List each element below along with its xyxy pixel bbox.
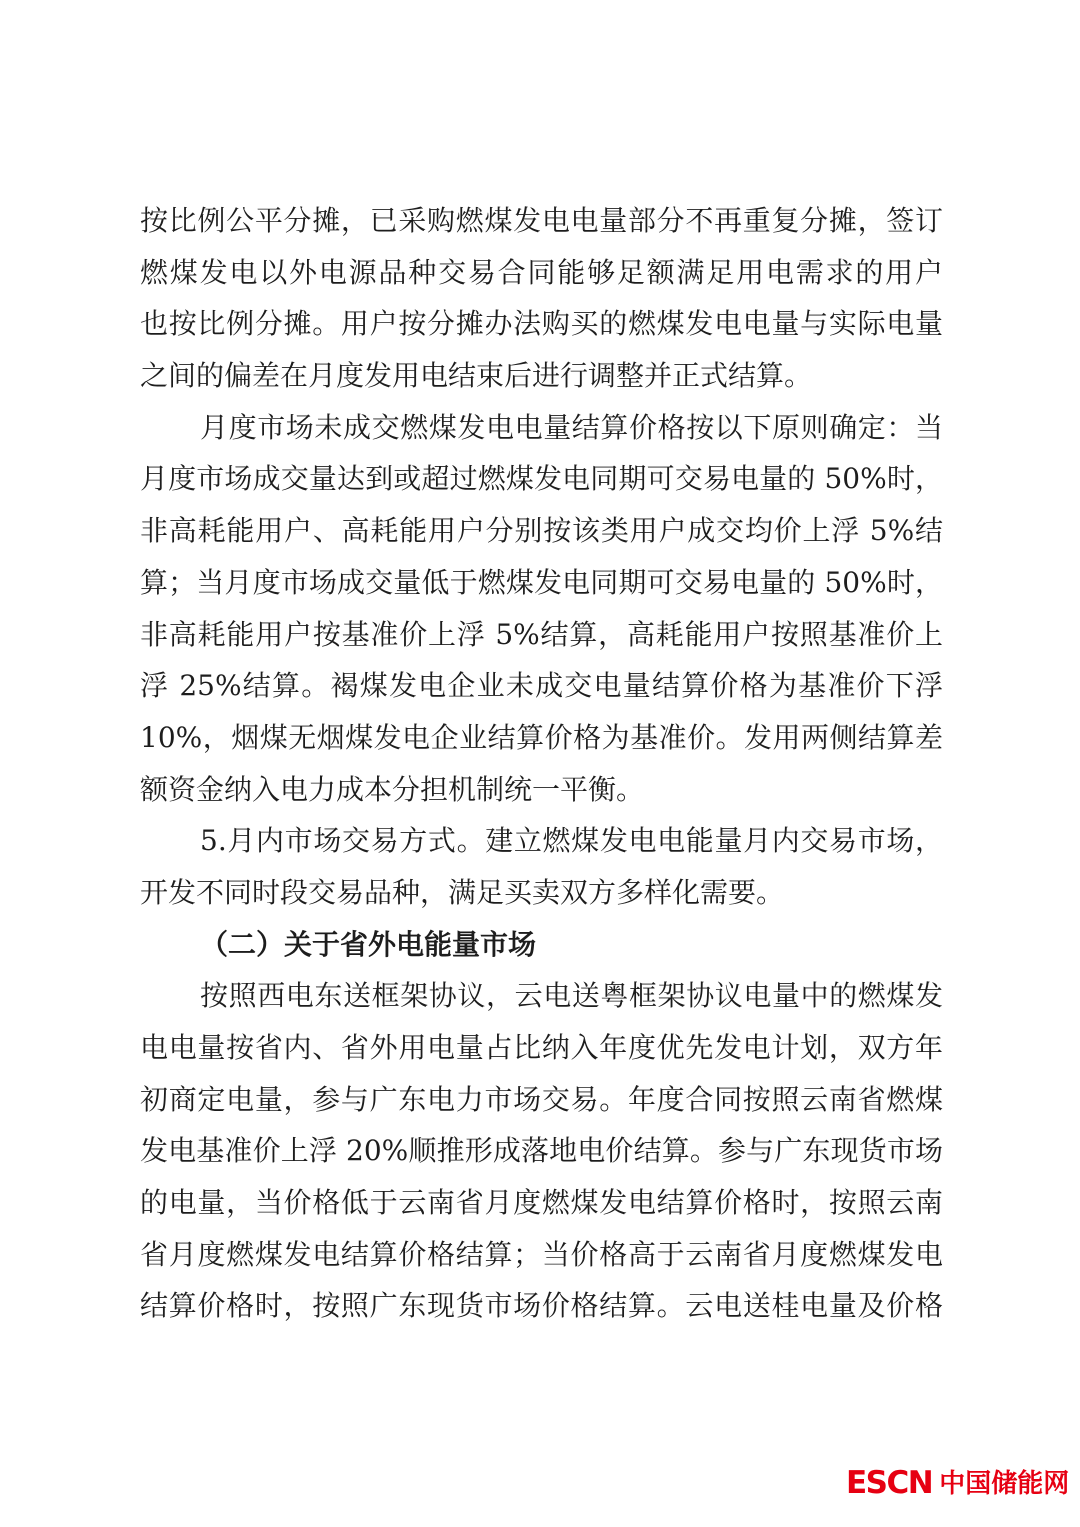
escn-watermark-logo	[846, 1465, 1070, 1501]
escn-logo-latin-text: ESCN	[846, 1465, 933, 1501]
text-line: 月度市场成交量达到或超过燃煤发电同期可交易电量的 50%时，	[140, 462, 943, 496]
text-line: 结算价格时，按照广东现货市场价格结算。云电送桂电量及价格	[140, 1289, 943, 1323]
text-line: 初商定电量，参与广东电力市场交易。年度合同按照云南省燃煤	[140, 1082, 943, 1116]
text-line: 省月度燃煤发电结算价格结算；当价格高于云南省月度燃煤发电	[140, 1237, 943, 1271]
text-line: 月度市场未成交燃煤发电电量结算价格按以下原则确定：当	[200, 410, 943, 444]
text-line: 的电量，当价格低于云南省月度燃煤发电结算价格时，按照云南	[140, 1186, 943, 1220]
document-body	[140, 195, 943, 1332]
text-line: 燃煤发电以外电源品种交易合同能够足额满足用电需求的用户	[140, 255, 943, 289]
text-line: 10%，烟煤无烟煤发电企业结算价格为基准价。发用两侧结算差	[140, 720, 943, 754]
text-line: 按照西电东送框架协议，云电送粤框架协议电量中的燃煤发	[200, 979, 943, 1013]
text-line: 浮 25%结算。褐煤发电企业未成交电量结算价格为基准价下浮	[140, 669, 943, 703]
text-line: 算；当月度市场成交量低于燃煤发电同期可交易电量的 50%时，	[140, 565, 943, 599]
text-line: 也按比例分摊。用户按分摊办法购买的燃煤发电电量与实际电量	[140, 307, 943, 341]
text-line: 非高耗能用户按基准价上浮 5%结算，高耗能用户按照基准价上	[140, 617, 943, 651]
text-line: 电电量按省内、省外用电量占比纳入年度优先发电计划，双方年	[140, 1031, 943, 1064]
text-line: 非高耗能用户、高耗能用户分别按该类用户成交均价上浮 5%结	[140, 514, 943, 548]
text-line: 按比例公平分摊，已采购燃煤发电电量部分不再重复分摊，签订	[140, 204, 943, 237]
text-line: 额资金纳入电力成本分担机制统一平衡。	[140, 772, 645, 806]
escn-logo-chinese-text: 中国储能网	[939, 1468, 1070, 1499]
text-line: 5.月内市场交易方式。建立燃煤发电电能量月内交易市场，	[200, 824, 943, 858]
text-line: 之间的偏差在月度发用电结束后进行调整并正式结算。	[140, 359, 813, 393]
text-line: 开发不同时段交易品种，满足买卖双方多样化需要。	[140, 875, 785, 909]
text-line: 发电基准价上浮 20%顺推形成落地电价结算。参与广东现货市场	[140, 1134, 943, 1168]
section-heading: （二）关于省外电能量市场	[200, 927, 537, 961]
